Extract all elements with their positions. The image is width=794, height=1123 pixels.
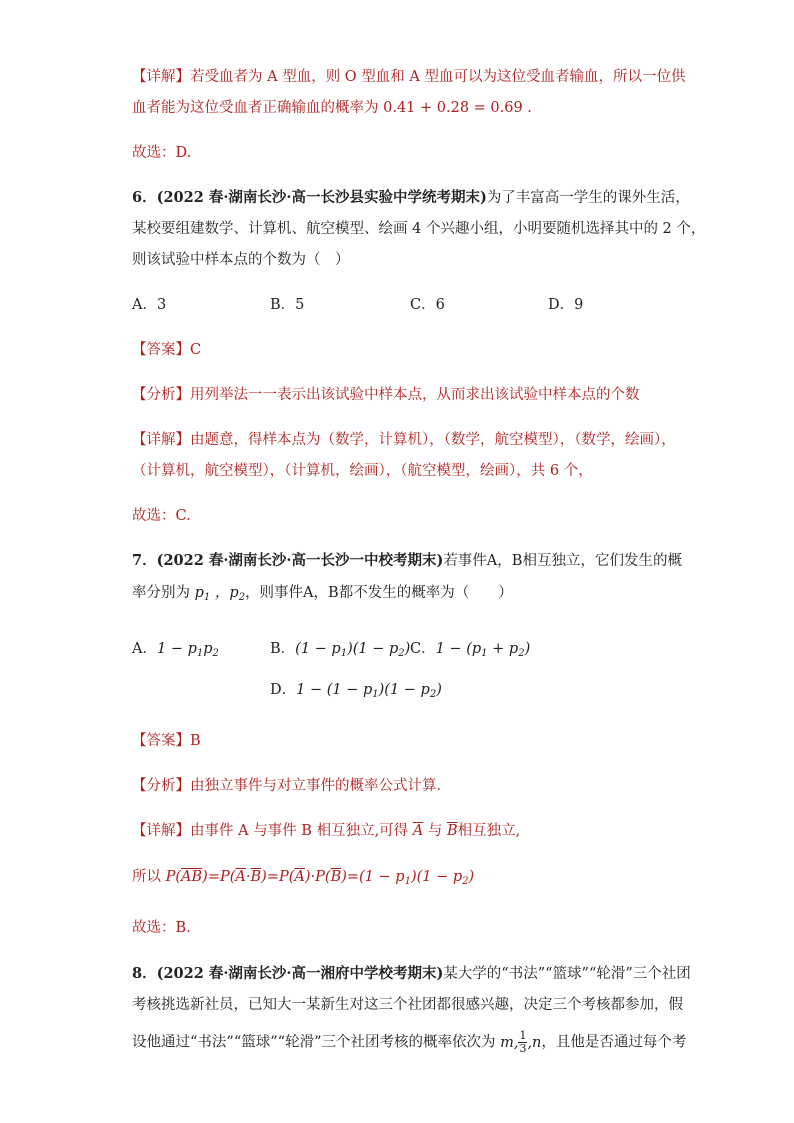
- q8-stem-line3: 设他通过“书法”“篮球”“轮滑”三个社团考核的概率依次为 m, $\frac{1}{3}$ ,n，且他是否通过每个考: [132, 1029, 687, 1055]
- q6-header: 6．(2022 春·湖南长沙·高一长沙县实验中学统考期末): [132, 189, 487, 206]
- q7-detail-line1: 【详解】由事件 A 与事件 B 相互独立,可得 $\overline{A}$ 与 $\overline{B}$相互独立,: [132, 823, 521, 839]
- q7-answer: 【答案】B: [132, 733, 201, 749]
- q7-analysis: 【分析】由独立事件与对立事件的概率公式计算．: [132, 778, 451, 794]
- q7-header: 7．(2022 春·湖南长沙·高一长沙一中校考期末): [132, 552, 444, 569]
- q5-detail-line2: 血者能为这位受血者正确输血的概率为 0.41 + 0.28 = 0.69 .: [132, 100, 532, 116]
- q7-option-b-formula: $(1 - p_1)(1 - p_2)$: [295, 641, 411, 659]
- q7-stem-line2: 率分别为 $p_1$ ，$p_2$，则事件A，B都不发生的概率为（ ）: [132, 585, 513, 603]
- q5-choose: 故选：D.: [132, 145, 192, 161]
- q7-option-a-formula: $1 - p_1p_2$: [156, 641, 219, 659]
- q7-option-b: B．$(1 - p_1)(1 - p_2)$: [270, 641, 411, 659]
- q6-option-a: A．3: [132, 297, 167, 313]
- q7-option-a: A．$1 - p_1p_2$: [132, 641, 219, 659]
- q6-answer: 【答案】C: [132, 342, 202, 358]
- q7-option-c-formula: $1 - (p_1 + p_2)$: [435, 641, 531, 659]
- q7-option-c: C．$1 - (p_1 + p_2)$: [410, 641, 531, 659]
- q6-stem-line1: 6．(2022 春·湖南长沙·高一长沙县实验中学统考期末)为了丰富高一学生的课外生活，: [132, 189, 690, 206]
- q8-header: 8．(2022 春·湖南长沙·高一湘府中学校考期末): [132, 965, 444, 982]
- q6-analysis: 【分析】用列举法一一表示出该试验中样本点，从而求出该试验中样本点的个数: [132, 387, 640, 403]
- q7-a-bar: $\overline{A}$: [412, 823, 424, 839]
- q7-detail-line2: 所以 $P(\overline{AB})=P(\overline{A}\cdot\overline{B})=P(\overline{A})\cdot P(\overline{B})=(1 - p_1)(1 - p_2)$: [132, 869, 475, 887]
- q6-stem-line2: 某校要组建数学、计算机、航空模型、绘画 4 个兴趣小组，小明要随机选择其中的 2 个，: [132, 221, 706, 237]
- q7-option-d: D．$1 - (1 - p_1)(1 - p_2)$: [270, 682, 442, 700]
- q6-option-b: B．5: [270, 297, 305, 313]
- q7-choose: 故选：B.: [132, 920, 191, 936]
- q5-detail-tag: 【详解】: [132, 69, 190, 85]
- q7-b-bar: $\overline{B}$: [446, 823, 458, 839]
- q7-option-d-formula: $1 - (1 - p_1)(1 - p_2)$: [296, 682, 442, 700]
- q6-option-c: C．6: [410, 297, 445, 313]
- q8-stem-line1: 8．(2022 春·湖南长沙·高一湘府中学校考期末)某大学的“书法”“篮球”“轮滑”三个社团: [132, 965, 691, 982]
- q6-detail-line1: 【详解】由题意，得样本点为（数学，计算机），（数学，航空模型），（数学，绘画），: [132, 432, 676, 448]
- q6-detail-line2: （计算机，航空模型），（计算机，绘画），（航空模型，绘画），共 6 个，: [132, 463, 593, 479]
- q6-stem-line3: 则该试验中样本点的个数为（ ）: [132, 252, 350, 268]
- q8-stem-line2: 考核挑选新社员，已知大一某新生对这三个社团都很感兴趣，决定三个考核都参加，假: [132, 997, 683, 1013]
- q5-detail-line1: 【详解】若受血者为 A 型血，则 O 型血和 A 型血可以为这位受血者输血，所以一位供: [132, 69, 686, 85]
- q7-detail-formula: $P(\overline{AB})=P(\overline{A}\cdot\overline{B})=P(\overline{A})\cdot P(\overline{B})=(1 - p_1)(1 - p_2)$: [165, 869, 475, 887]
- q7-stem-line1: 7．(2022 春·湖南长沙·高一长沙一中校考期末)若事件A，B相互独立，它们发生的概: [132, 552, 682, 569]
- q7-p1-p2: $p_1$ ，$p_2$: [194, 585, 246, 603]
- q8-probabilities: m, $\frac{1}{3}$ ,n: [500, 1029, 542, 1055]
- q6-option-d: D．9: [548, 297, 584, 313]
- q6-choose: 故选：C.: [132, 508, 191, 524]
